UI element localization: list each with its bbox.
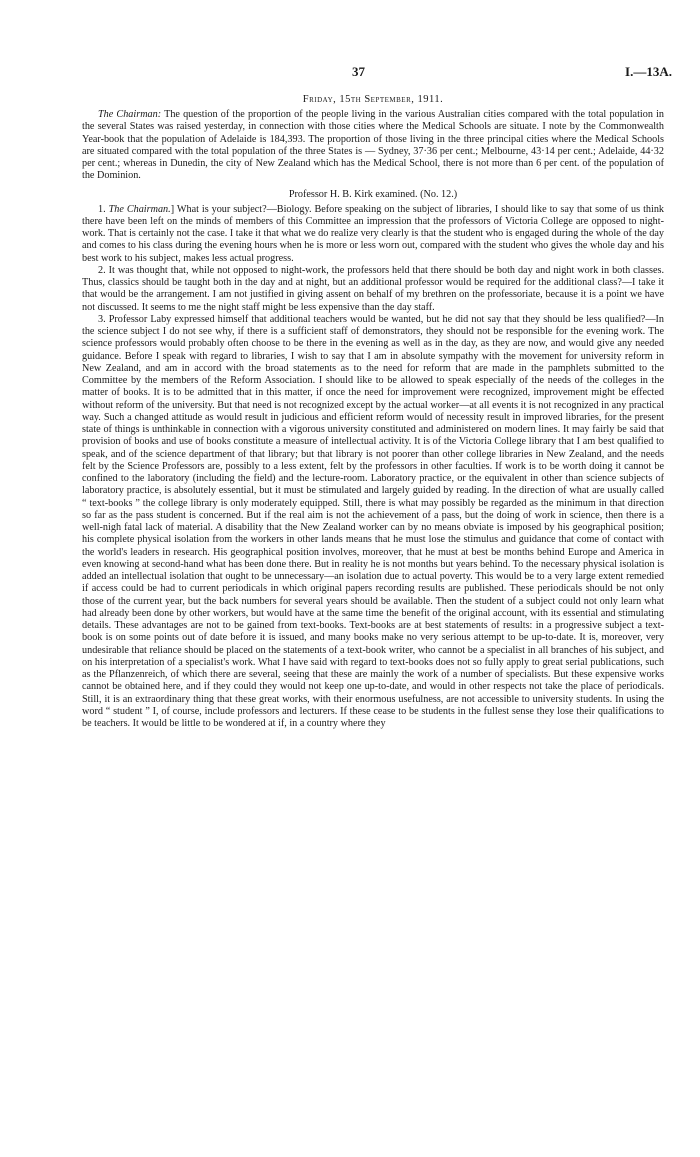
document-reference: I.—13A.	[625, 64, 672, 79]
paragraph-3	[82, 314, 664, 731]
paragraph-2	[82, 265, 664, 314]
paragraph-number: 1.	[98, 203, 109, 215]
document-page	[82, 64, 672, 730]
chairman-statement	[82, 109, 664, 183]
paragraph-1	[82, 204, 664, 265]
paragraph-text: 3. Professor Laby expressed himself that additional teachers would be wanted, but he did not say that they should be less qualified?—In the science subject I do not see why, if there is a sufficient staff of demonstrators, they should not be responsible for the evening work. The science professors would probably often choose to be there in the evening as well as in the day, as they are now, and would give any needed guidance. Before I speak with regard to libraries, I wish to say that I am in absolute sympathy with the movement for university reform in New Zealand, and am in accord with the broad statements as to the need for reform that are made in the pamphlets submitted to the Committee by the members of the Reform Association. I should like to be allowed to speak especially of the needs of the colleges in the matter of books. It is to be admitted that in this matter, if once the need for improvement were recognized, improvement might be effected without reform of the university. But that need is not recognized except by the actual worker—at all events it is not recognized in any practical way. Such a changed attitude as would result in judicious and efficient reform would of necessity result in improved libraries, for the present state of things is unthinkable in connection with a vigorous university constituted and administered on modern lines. It may fairly be said that provision of books and use of books constitute a measure of intellectual activity. It is of the Victoria College library that I am best qualified to speak, and of the science department of that library; but that library is not poorer than other college libraries in New Zealand, and the needs felt by the Science Professors are, possibly to a less extent, felt by the professors in other faculties. If work is to be worth doing it cannot be confined to the laboratory (including the field) and the lecture-room. Laboratory practice, or the equivalent in other than science subjects of laboratory practice, is absolutely essential, but it must be stimulated and largely guided by reading. In the direction of what are usually called “ text-books ” the college library is only moderately equipped. Still, there is what may possibly be regarded as the minimum in that direction so far as the pass student is concerned. But if the real aim is not the achievement of a pass, but the doing of work in science, then there is a well-nigh fatal lack of material. A disability that the New Zealand worker can by no means obviate is imposed by his geographical position; his complete physical isolation from the workers in other lands means that he must lose the stimulus and guidance that come of contact with the world's leaders in research. His geographical position involves, moreover, that he must at best be months behind Europe and America in even knowing at second-hand what has been done there. But in reality he is not months but years behind. To the necessary physical isolation is added an intellectual isolation that ought to be unnecessary—an isolation due to actual poverty. This would be to a very large extent remedied if access could be had to current periodicals in which original papers recording results are published. These periodicals should be not only those of the current year, but the back numbers for several years should be available. Then the student of a subject could not only learn what had already been done by other workers, but would have at the same time the benefit of the original account, with its essential and stimulating details. These advantages are not to be gained from text-books. Text-books are at best statements of results: in a progressive subject a text-book is on some points out of date before it is issued, and many books make no very serious attempt to be up-to-date. It is, moreover, very undesirable that reliance should be placed on the statements of a text-book writer, who cannot be a specialist in all branches of his subject, and on his interpretation of a specialist's work. What I have said with regard to text-books does not so fully apply to great serial publications, such as the Pflanzenreich, of which there are several, seeing that these are mainly the work of a number of specialists. But these expensive works cannot be obtained here, and if they could they would not keep one up-to-date, and would in other respects not take the place of periodicals. Still, it is an extraordinary thing that these great works, with their enormous usefulness, are not accessible to university students. In using the word “ student ” I, of course, include professors and lecturers. If these cease to be students in the fullest sense they lose their qualifications to be teachers. It would be little to be wondered at if, in a country where they	[82, 313, 664, 729]
paragraph-text: 2. It was thought that, while not opposed to night-work, the professors held that there should be both day and night work in both classes. Thus, classics should be taught both in the day and at night, but an additional professor would be required for the additional class?—I take it that would be the arrangement. I am not justified in giving assent on behalf of my brethren on the professoriate, because it is a point we have not discussed. It seems to me the night staff might be less expensive than the day staff.	[82, 264, 664, 313]
speaker-label: The Chairman:	[98, 109, 162, 120]
paragraph-text: ] What is your subject?—Biology. Before speaking on the subject of libraries, I should like to say that some of us think there have been left on the minds of members of this Committee an impression that the professors of Victoria College are opposed to night-work. That is certainly not the case. I take it that what we do realize very clearly is that the student who is engaged during the whole of the day and comes to his class during the evening hours when he is more or less worn out, compared with the student who gives the whole day and his best work to his subject, makes less actual progress.	[82, 203, 665, 264]
witness-heading: Professor H. B. Kirk examined. (No. 12.)	[288, 188, 458, 200]
page-number: 37	[352, 64, 365, 79]
date-heading: Friday, 15th September, 1911.	[302, 94, 444, 105]
speaker-label: The Chairman.	[108, 203, 171, 215]
page-header	[82, 64, 672, 86]
statement-text: The question of the proportion of the people living in the various Australian cities compared with the total population in the several States was raised yesterday, in connection with those cities where the Medical Schools are situate. I note by the Commonwealth Year-book that the population of Adelaide is 184,393. The proportion of those living in the three principal cities where the Medical Schools are situated compared with the total population of the three States is — Sydney, 37·36 per cent.; Melbourne, 43·14 per cent.; Adelaide, 44·32 per cent.; whereas in Dunedin, the city of New Zealand which has the Medical School, there is not more than 6 per cent. of the population of the Dominion.	[82, 109, 664, 182]
